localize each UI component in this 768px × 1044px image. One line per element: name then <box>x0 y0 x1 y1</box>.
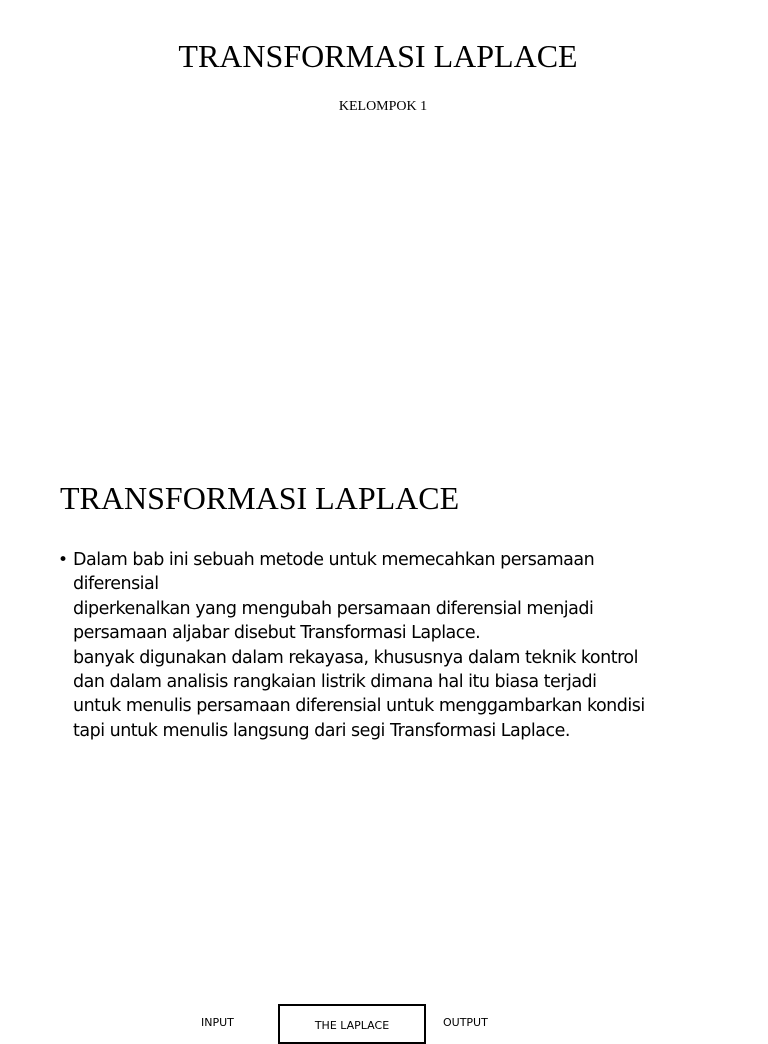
content-body <box>58 548 738 743</box>
paragraph-line: persamaan aljabar disebut Transformasi Laplace. <box>73 623 481 644</box>
paragraph-line: diperkenalkan yang mengubah persamaan diferensial menjadi <box>73 598 594 619</box>
bullet-text <box>73 548 645 743</box>
laplace-diagram <box>0 1000 768 1032</box>
diagram-input-label: INPUT <box>201 1016 234 1029</box>
diagram-output-label: OUTPUT <box>443 1016 488 1029</box>
paragraph-line: diferensial <box>73 574 159 595</box>
content-slide-heading: TRANSFORMASI LAPLACE <box>60 480 460 516</box>
title-slide <box>0 0 768 440</box>
content-slide <box>0 440 768 1000</box>
bullet-item <box>58 548 738 743</box>
bullet-marker: • <box>58 550 69 570</box>
paragraph-line: untuk menulis persamaan diferensial untuk menggambarkan kondisi <box>73 696 645 717</box>
diagram-laplace-box <box>278 1004 426 1044</box>
title-slide-heading: TRANSFORMASI LAPLACE <box>178 38 578 74</box>
paragraph-line: Dalam bab ini sebuah metode untuk memecahkan persamaan <box>73 550 595 570</box>
diagram-box-label: THE LAPLACE <box>314 1019 390 1032</box>
paragraph-line: tapi untuk menulis langsung dari segi Transformasi Laplace. <box>73 720 570 741</box>
paragraph-line: dan dalam analisis rangkaian listrik dimana hal itu biasa terjadi <box>73 672 597 693</box>
title-slide-subtitle: KELOMPOK 1 <box>338 99 428 114</box>
paragraph-line: banyak digunakan dalam rekayasa, khususnya dalam teknik kontrol <box>73 647 638 668</box>
